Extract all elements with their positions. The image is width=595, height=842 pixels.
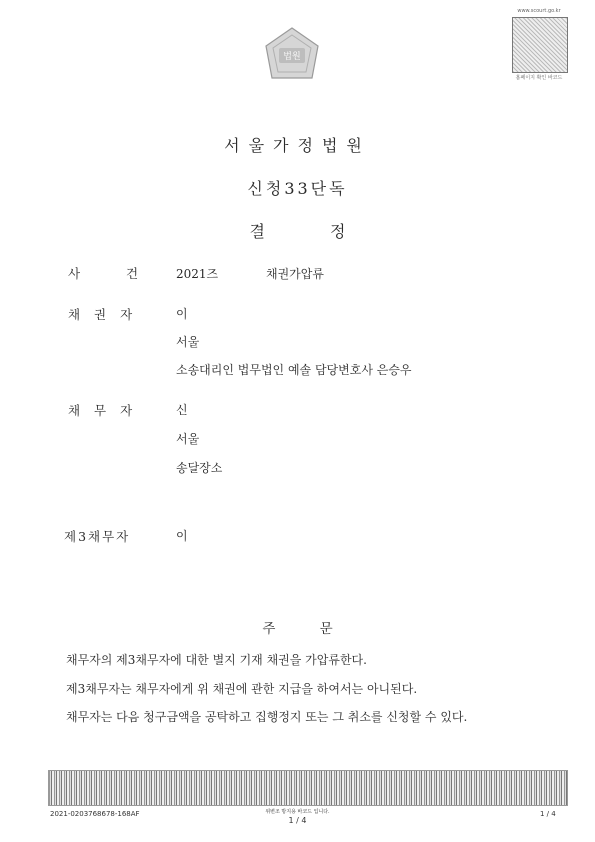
ruling-line-2: 제3채무자는 채무자에게 위 채권에 관한 지급을 하여서는 아니된다. (66, 682, 418, 696)
third-debtor-label: 제3채무자 (64, 529, 131, 544)
debtor-name: 신 (176, 403, 188, 417)
ruling-title: 주 문 (262, 621, 333, 637)
document-type: 결 정 (249, 222, 346, 241)
verification-qr (508, 8, 570, 86)
barcode-note: 위변조 방지용 바코드 입니다. (265, 809, 330, 815)
page-number-center: 1 / 4 (288, 816, 307, 825)
debtor-label: 채 무 자 (68, 403, 133, 418)
division-name: 신청33단독 (247, 179, 348, 198)
debtor-address: 서울 (176, 432, 200, 446)
case-label: 사 건 (68, 266, 139, 281)
qr-code-icon (512, 17, 568, 73)
third-debtor-name: 이 (176, 529, 188, 543)
ruling-line-1: 채무자의 제3채무자에 대한 별지 기재 채권을 가압류한다. (66, 653, 367, 667)
qr-url: www.scourt.go.kr (517, 8, 561, 14)
court-seal-logo (262, 26, 322, 82)
case-number: 2021즈 (176, 267, 219, 281)
creditor-name: 이 (176, 307, 188, 321)
page-number-right: 1 / 4 (540, 810, 556, 818)
document-id: 2021-0203768678-168AF (50, 810, 140, 818)
case-title: 채권가압류 (266, 267, 324, 281)
anti-forgery-barcode (48, 770, 568, 806)
creditor-address: 서울 (176, 335, 200, 349)
qr-caption: 홈페이지 확인 바코드 (515, 75, 563, 81)
ruling-line-3: 채무자는 다음 청구금액을 공탁하고 집행정지 또는 그 취소를 신청할 수 있다. (66, 710, 468, 724)
service-address-label: 송달장소 (176, 461, 223, 475)
creditor-label: 채 권 자 (68, 307, 133, 322)
seal-text: 법원 (283, 52, 301, 62)
court-name: 서울가정법원 (224, 136, 371, 155)
creditor-representative: 소송대리인 법무법인 예솔 담당변호사 은승우 (176, 363, 412, 377)
